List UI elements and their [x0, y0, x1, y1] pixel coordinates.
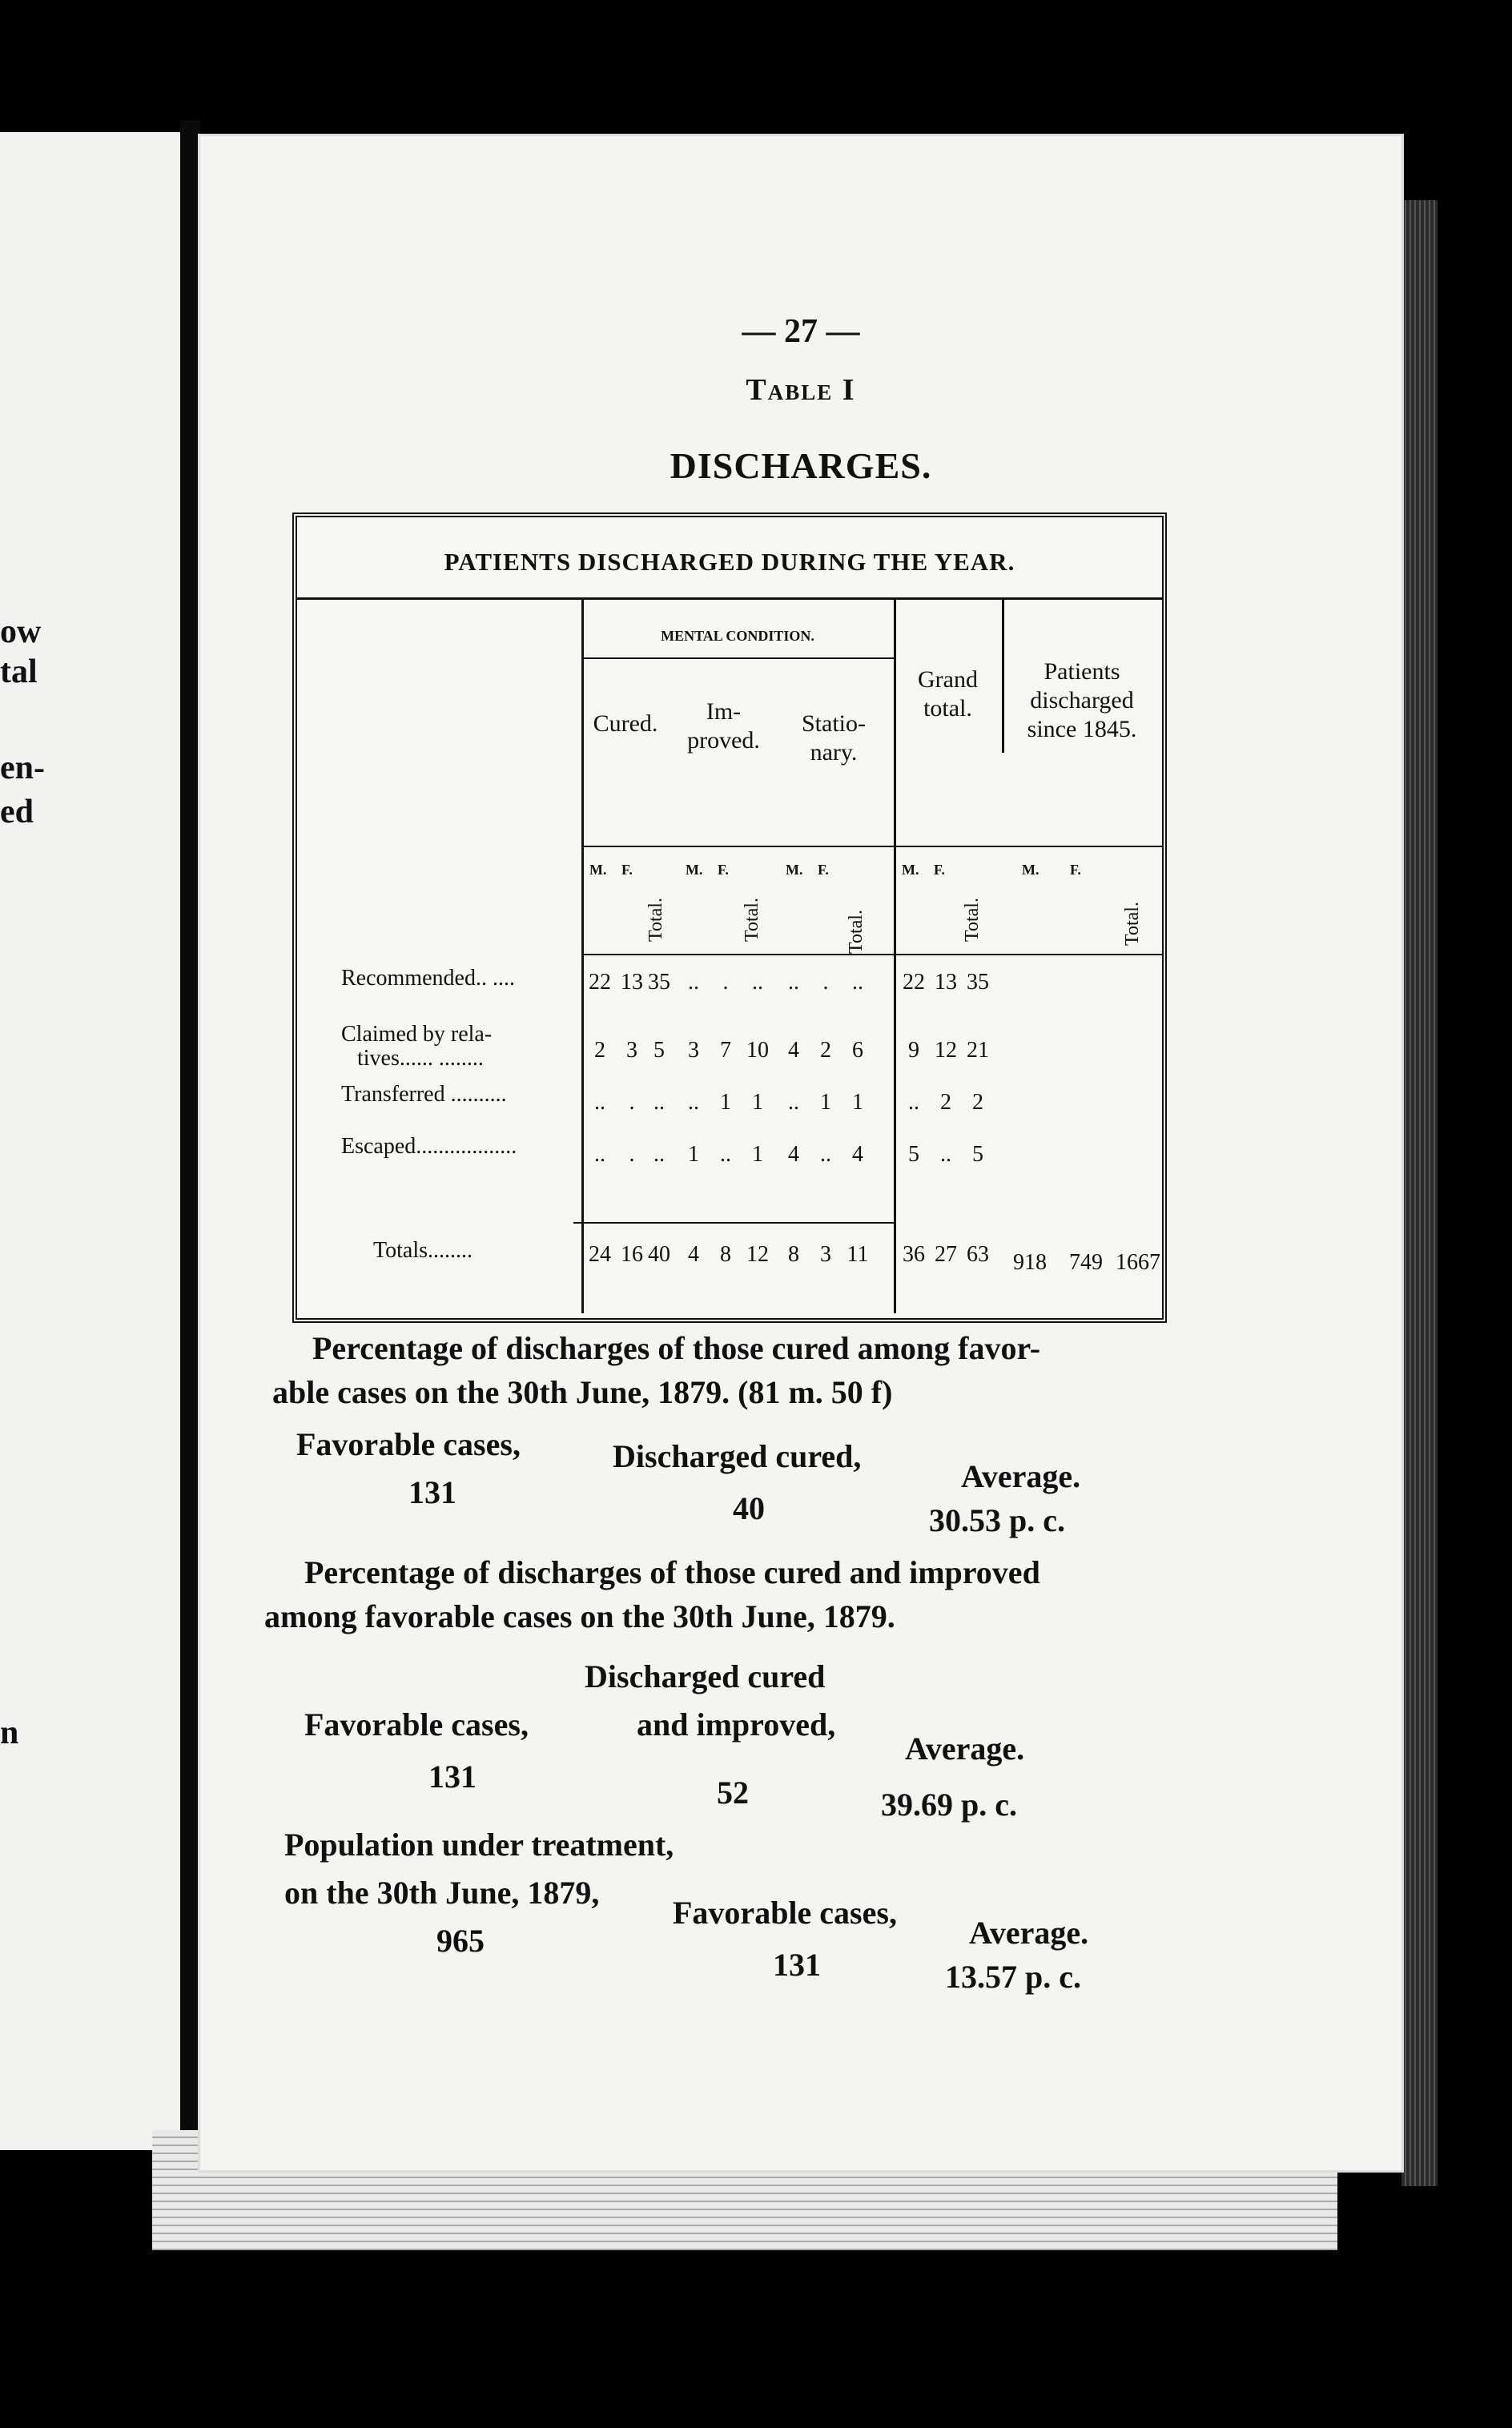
average-value-3: 13.57 p. c. — [945, 1959, 1081, 1995]
discharges-table — [292, 513, 1167, 1323]
sub-m: M. — [786, 862, 803, 878]
group-cured: Cured. — [593, 710, 658, 737]
table-cell: .. — [594, 1090, 605, 1115]
sub-f: F. — [934, 862, 945, 878]
table-cell: 2 — [820, 1038, 831, 1063]
table-cell: 13 — [621, 970, 643, 995]
population-value: 965 — [436, 1923, 485, 1959]
table-cell: 13 — [935, 970, 957, 995]
sub-f: F. — [718, 862, 729, 878]
book-page — [200, 136, 1401, 2170]
table-cell: .. — [653, 1142, 665, 1167]
totals-cell: 12 — [746, 1242, 769, 1267]
row-label-totals: Totals........ — [373, 1238, 473, 1263]
discharged-value: 40 — [733, 1490, 765, 1526]
table-cell: 10 — [746, 1038, 769, 1063]
discharged-label: Discharged cured, — [613, 1438, 862, 1474]
table-cell: . — [822, 970, 829, 995]
table-cell: 1 — [720, 1090, 731, 1115]
sub-f: F. — [818, 862, 829, 878]
table-cell: 1 — [852, 1090, 863, 1115]
row-label-recommended: Recommended.. .... — [341, 966, 515, 991]
group-improved: Im- proved. — [687, 698, 760, 754]
totals-cell: 11 — [846, 1242, 869, 1267]
table-cell: 35 — [967, 970, 989, 995]
left-page — [0, 132, 185, 2150]
table-cell: 9 — [908, 1038, 919, 1063]
table-cell: .. — [788, 970, 799, 995]
totals-cell: 8 — [720, 1242, 731, 1267]
average-label-3: Average. — [969, 1915, 1089, 1951]
favorable-label: Favorable cases, — [296, 1426, 521, 1462]
left-fragment: n — [0, 1714, 19, 1751]
sub-m: M. — [902, 862, 919, 878]
table-cell: 1 — [820, 1090, 831, 1115]
table-cell: 3 — [688, 1038, 699, 1063]
table-cell: .. — [820, 1142, 831, 1167]
population-label-2: on the 30th June, 1879, — [284, 1875, 600, 1911]
totals-cell: 24 — [589, 1242, 611, 1267]
table-cell: 2 — [972, 1090, 983, 1115]
table-cell: 1 — [688, 1142, 699, 1167]
page-number: — 27 — — [742, 313, 860, 350]
sub-f: F. — [621, 862, 633, 878]
group-grand-total: Grand total. — [918, 666, 978, 722]
favorable-label-3: Favorable cases, — [673, 1895, 897, 1931]
since-1845-cell: 918 — [1013, 1250, 1047, 1275]
table-cell: . — [629, 1142, 635, 1167]
sub-total: Total. — [962, 898, 983, 942]
average-value-2: 39.69 p. c. — [881, 1787, 1017, 1823]
table-cell: 4 — [852, 1142, 863, 1167]
table-cell: 6 — [852, 1038, 863, 1063]
row-label-claimed: Claimed by rela- — [341, 1022, 493, 1047]
book-gutter — [180, 120, 200, 2170]
totals-cell: 8 — [788, 1242, 799, 1267]
page-heading: DISCHARGES. — [670, 445, 932, 486]
table-cell: 35 — [648, 970, 670, 995]
table-cell: 2 — [940, 1090, 951, 1115]
table-cell: 1 — [752, 1142, 763, 1167]
para1-line2: able cases on the 30th June, 1879. (81 m. 50 f) — [272, 1374, 893, 1410]
table-cell: .. — [940, 1142, 951, 1167]
table-cell: .. — [653, 1090, 665, 1115]
table-cell: 21 — [967, 1038, 989, 1063]
mental-condition-header: MENTAL CONDITION. — [661, 628, 814, 644]
para1-line1: Percentage of discharges of those cured among favor- — [312, 1330, 1041, 1366]
page-stack-edge — [1401, 200, 1438, 2186]
since-1845-cell: 749 — [1069, 1250, 1103, 1275]
left-fragment: ow — [0, 613, 42, 650]
average-label-2: Average. — [905, 1731, 1025, 1767]
average-label: Average. — [961, 1458, 1081, 1494]
table-cell: .. — [720, 1142, 731, 1167]
favorable-value: 131 — [408, 1474, 456, 1510]
table-cell: 5 — [908, 1142, 919, 1167]
totals-cell: 63 — [967, 1242, 989, 1267]
table-cell: . — [722, 970, 729, 995]
table-cell: .. — [594, 1142, 605, 1167]
totals-cell: 27 — [935, 1242, 957, 1267]
table-cell: 5 — [653, 1038, 665, 1063]
sub-m: M. — [589, 862, 607, 878]
para2-line2: among favorable cases on the 30th June, 1879. — [264, 1598, 895, 1634]
row-label-transferred: Transferred .......... — [341, 1082, 507, 1107]
totals-cell: 40 — [648, 1242, 670, 1267]
average-value: 30.53 p. c. — [929, 1502, 1065, 1538]
group-since-1845: Patients discharged since 1845. — [1027, 658, 1137, 742]
table-cell: 4 — [788, 1142, 799, 1167]
table-cell: .. — [788, 1090, 799, 1115]
table-cell: 1 — [752, 1090, 763, 1115]
sub-f: F. — [1070, 862, 1081, 878]
favorable-value-2: 131 — [428, 1759, 477, 1795]
table-cell: 22 — [903, 970, 925, 995]
table-cell: 4 — [788, 1038, 799, 1063]
table-cell: .. — [852, 970, 863, 995]
left-fragment: ed — [0, 794, 34, 830]
totals-cell: 36 — [903, 1242, 925, 1267]
sub-total: Total. — [846, 910, 867, 954]
table-cell: 12 — [935, 1038, 957, 1063]
table-cell: 7 — [720, 1038, 731, 1063]
sub-total: Total. — [742, 898, 762, 942]
table-cell: . — [629, 1090, 635, 1115]
table-cell: 3 — [626, 1038, 637, 1063]
totals-cell: 3 — [820, 1242, 831, 1267]
favorable-label-2: Favorable cases, — [304, 1706, 529, 1743]
totals-cell: 4 — [688, 1242, 699, 1267]
sub-m: M. — [1022, 862, 1040, 878]
left-fragment: tal — [0, 653, 38, 690]
discharged-improved-value: 52 — [717, 1775, 749, 1811]
table-cell: .. — [752, 970, 763, 995]
row-label-escaped: Escaped.................. — [341, 1134, 517, 1159]
para2-line1: Percentage of discharges of those cured and improved — [304, 1554, 1040, 1590]
row-label-claimed-2: tives...... ........ — [357, 1046, 484, 1071]
discharged-improved-label-1: Discharged cured — [585, 1658, 826, 1694]
table-cell: .. — [688, 970, 699, 995]
table-caption: PATIENTS DISCHARGED DURING THE YEAR. — [444, 548, 1015, 576]
left-fragment: en- — [0, 750, 45, 786]
totals-cell: 16 — [621, 1242, 643, 1267]
table-cell: 5 — [972, 1142, 983, 1167]
table-cell: .. — [908, 1090, 919, 1115]
since-1845-cell: 1667 — [1116, 1250, 1160, 1275]
favorable-value-3: 131 — [773, 1947, 821, 1983]
population-label-1: Population under treatment, — [284, 1827, 674, 1863]
table-label: Table I — [746, 373, 856, 407]
sub-m: M. — [686, 862, 703, 878]
group-stationary: Statio- nary. — [802, 710, 866, 766]
table-cell: 2 — [594, 1038, 605, 1063]
table-cell: .. — [688, 1090, 699, 1115]
sub-total: Total. — [645, 898, 666, 942]
table-cell: 22 — [589, 970, 611, 995]
sub-total: Total. — [1122, 902, 1143, 946]
discharged-improved-label-2: and improved, — [637, 1706, 836, 1743]
